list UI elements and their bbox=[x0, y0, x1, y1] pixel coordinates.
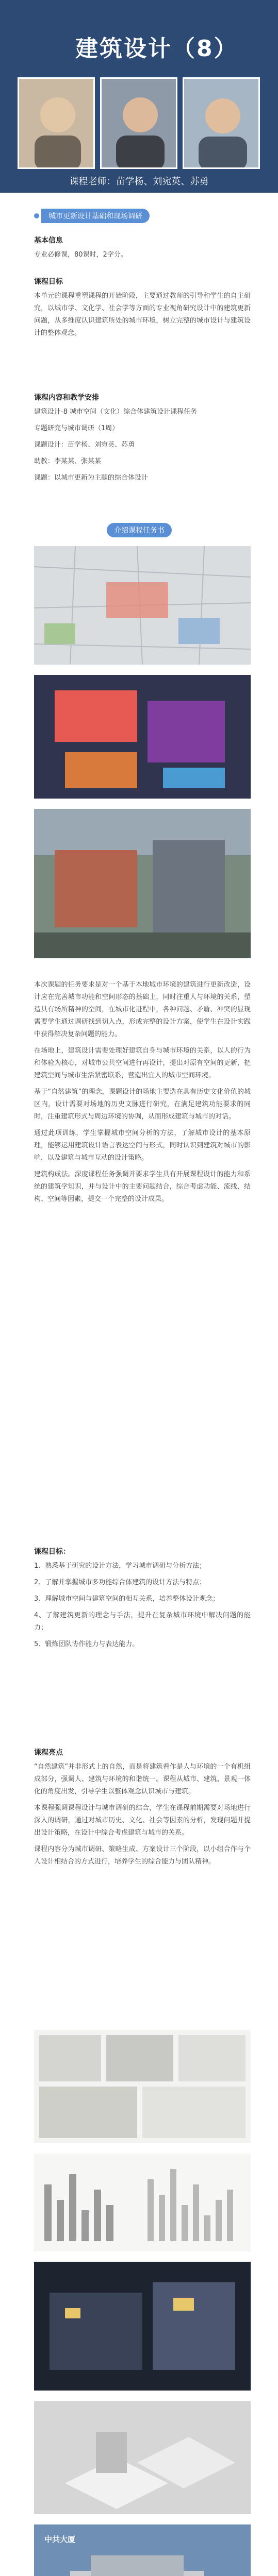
objectives-block bbox=[34, 1546, 251, 1655]
highlight-paragraph: “自然建筑”并非形式上的自然，而是将建筑看作是人与环境的一个有机组成部分，强调人、建筑与环境的和谐统一。课程从城市、建筑、景观一体化的角度出发，引导学生以整体观念认识城市与建筑。 bbox=[34, 1763, 251, 1795]
course-design-line: 专题研究与城市调研（1周） bbox=[34, 425, 119, 432]
course-design-line: 课题：以城市更新为主题的综合体设计 bbox=[34, 474, 149, 482]
objectives-heading: 课程目标： bbox=[34, 1548, 70, 1556]
objective-item: 2、了解并掌握城市多功能综合体建筑的设计方法与特点； bbox=[34, 1579, 206, 1586]
teacher-photo bbox=[100, 77, 177, 169]
objective-item: 4、了解建筑更新的理念与手法，提升在复杂城市环境中解决问题的能力； bbox=[34, 1612, 251, 1632]
intro-paragraph: 建筑构成法。深度课程任务强调并要求学生具有开展课程设计的能力和系统的建筑学知识，并与设计中的主要问题结合，综合考虑功能、流线、结构、空间等因素，提交一个完整的设计成果。 bbox=[34, 1171, 251, 1203]
project-intro-block bbox=[34, 979, 251, 1210]
basic-info-heading: 基本信息 bbox=[34, 236, 63, 245]
site-photo bbox=[34, 2524, 251, 2576]
chart-title bbox=[77, 522, 201, 538]
course-design-line: 助教：李某某、张某某 bbox=[34, 457, 102, 465]
intro-paragraph: 本次课题的任务要求是对一个基于本地城市环境的建筑进行更新改造，设计应在完善城市功能和空间形态的基础上，同时注重人与环境的关系，塑造具有场所精神的空间，在城市化进程中，各种问题、矛盾、冲突的显现需要学生通过调研找到切入点，形成完整的设计方案，使学生在设计实践中获得解决复杂问题的能力。 bbox=[34, 981, 251, 1038]
night-rendering bbox=[34, 2262, 251, 2391]
basic-info-text: 专业必修课，80课时，2学分。 bbox=[34, 251, 127, 259]
course-goal-heading: 课程目标 bbox=[34, 278, 63, 286]
site-photo-label: 中共大厦 bbox=[44, 2535, 76, 2544]
site-plan-image bbox=[34, 675, 251, 799]
objective-item: 5、锻炼团队协作能力与表达能力。 bbox=[34, 1640, 139, 1648]
massing-model-image bbox=[34, 2401, 251, 2514]
highlight-paragraph: 课程内容分为城市调研、策略生成、方案设计三个阶段，以小组合作与个人设计相结合的方式进行，培养学生的综合能力与团队精神。 bbox=[34, 1845, 251, 1866]
intro-paragraph: 通过此项训练，学生掌握城市空间分析的方法，了解城市设计的基本原理，能够运用建筑设计语言表达空间与形式，同时认识到建筑对城市的影响，以及建筑与城市互动的设计策略。 bbox=[34, 1129, 251, 1162]
chart-title-label: 介绍课程任务书 bbox=[107, 523, 172, 537]
aerial-photo bbox=[34, 809, 251, 958]
section-tag-label: 城市更新设计基础和现场调研 bbox=[41, 209, 150, 223]
highlights-heading: 课程亮点 bbox=[34, 1749, 63, 1757]
skyline-board bbox=[34, 2154, 251, 2251]
course-goal-block bbox=[34, 276, 251, 344]
section-tag bbox=[34, 208, 251, 224]
student-sketch-board bbox=[34, 2030, 251, 2143]
basic-info-block bbox=[34, 234, 251, 265]
site-map-image bbox=[34, 546, 251, 665]
highlights-block bbox=[34, 1747, 251, 1872]
course-goal-text: 本单元的课程重塑课程的开始阶段，主要通过教师的引导和学生的自主研究，以城市学、文化学、社会学等方面的专业视角研究设计中的建筑更新问题，从多维度认识建筑所处的城市环境，树立完整的城市设计与建筑设计的整体观念。 bbox=[34, 292, 251, 337]
objective-item: 3、理解城市空间与建筑空间的相互关系，培养整体设计观念； bbox=[34, 1595, 220, 1603]
teacher-photo bbox=[183, 77, 260, 169]
course-design-line: 建筑设计-8 城市空间（文化）综合体建筑设计课程任务 bbox=[34, 408, 198, 416]
intro-paragraph: 基于“自然建筑”的理念，课题设计的场地主要选在具有历史文化价值的城区内，设计需要对场地的历史文脉进行研究，在满足建筑功能要求的同时，注重建筑形式与周边环境的协调，从而形成建筑与城市的对话。 bbox=[34, 1088, 251, 1121]
teacher-photo bbox=[18, 77, 95, 169]
page-title: 建筑设计（8） bbox=[75, 36, 238, 62]
teacher-names: 课程老师：苗学杨、刘宛英、苏勇 bbox=[69, 176, 209, 187]
highlight-paragraph: 本课程强调课程设计与城市调研的结合，学生在课程前期需要对场地进行深入的调研，通过对城市历史、文化、社会等因素的分析，发现问题并提出设计策略，在设计中综合考虑建筑与城市的关系。 bbox=[34, 1804, 251, 1837]
objective-item: 1、熟悉基于研究的设计方法，学习城市调研与分析方法； bbox=[34, 1562, 206, 1570]
course-design-line: 课题设计：苗学杨、刘宛英、苏勇 bbox=[34, 441, 135, 449]
bullet-icon bbox=[34, 213, 39, 218]
course-design-heading: 课程内容和教学安排 bbox=[34, 394, 99, 402]
course-design-block bbox=[34, 392, 251, 488]
intro-paragraph: 在场地上，建筑设计需要处理好建筑自身与城市环境的关系，以人的行为和体验为核心，对城市公共空间进行再设计，提出对原有空间的更新，把建筑空间与城市生活紧密联系，营造出宜人的城市空间环境。 bbox=[34, 1047, 251, 1079]
